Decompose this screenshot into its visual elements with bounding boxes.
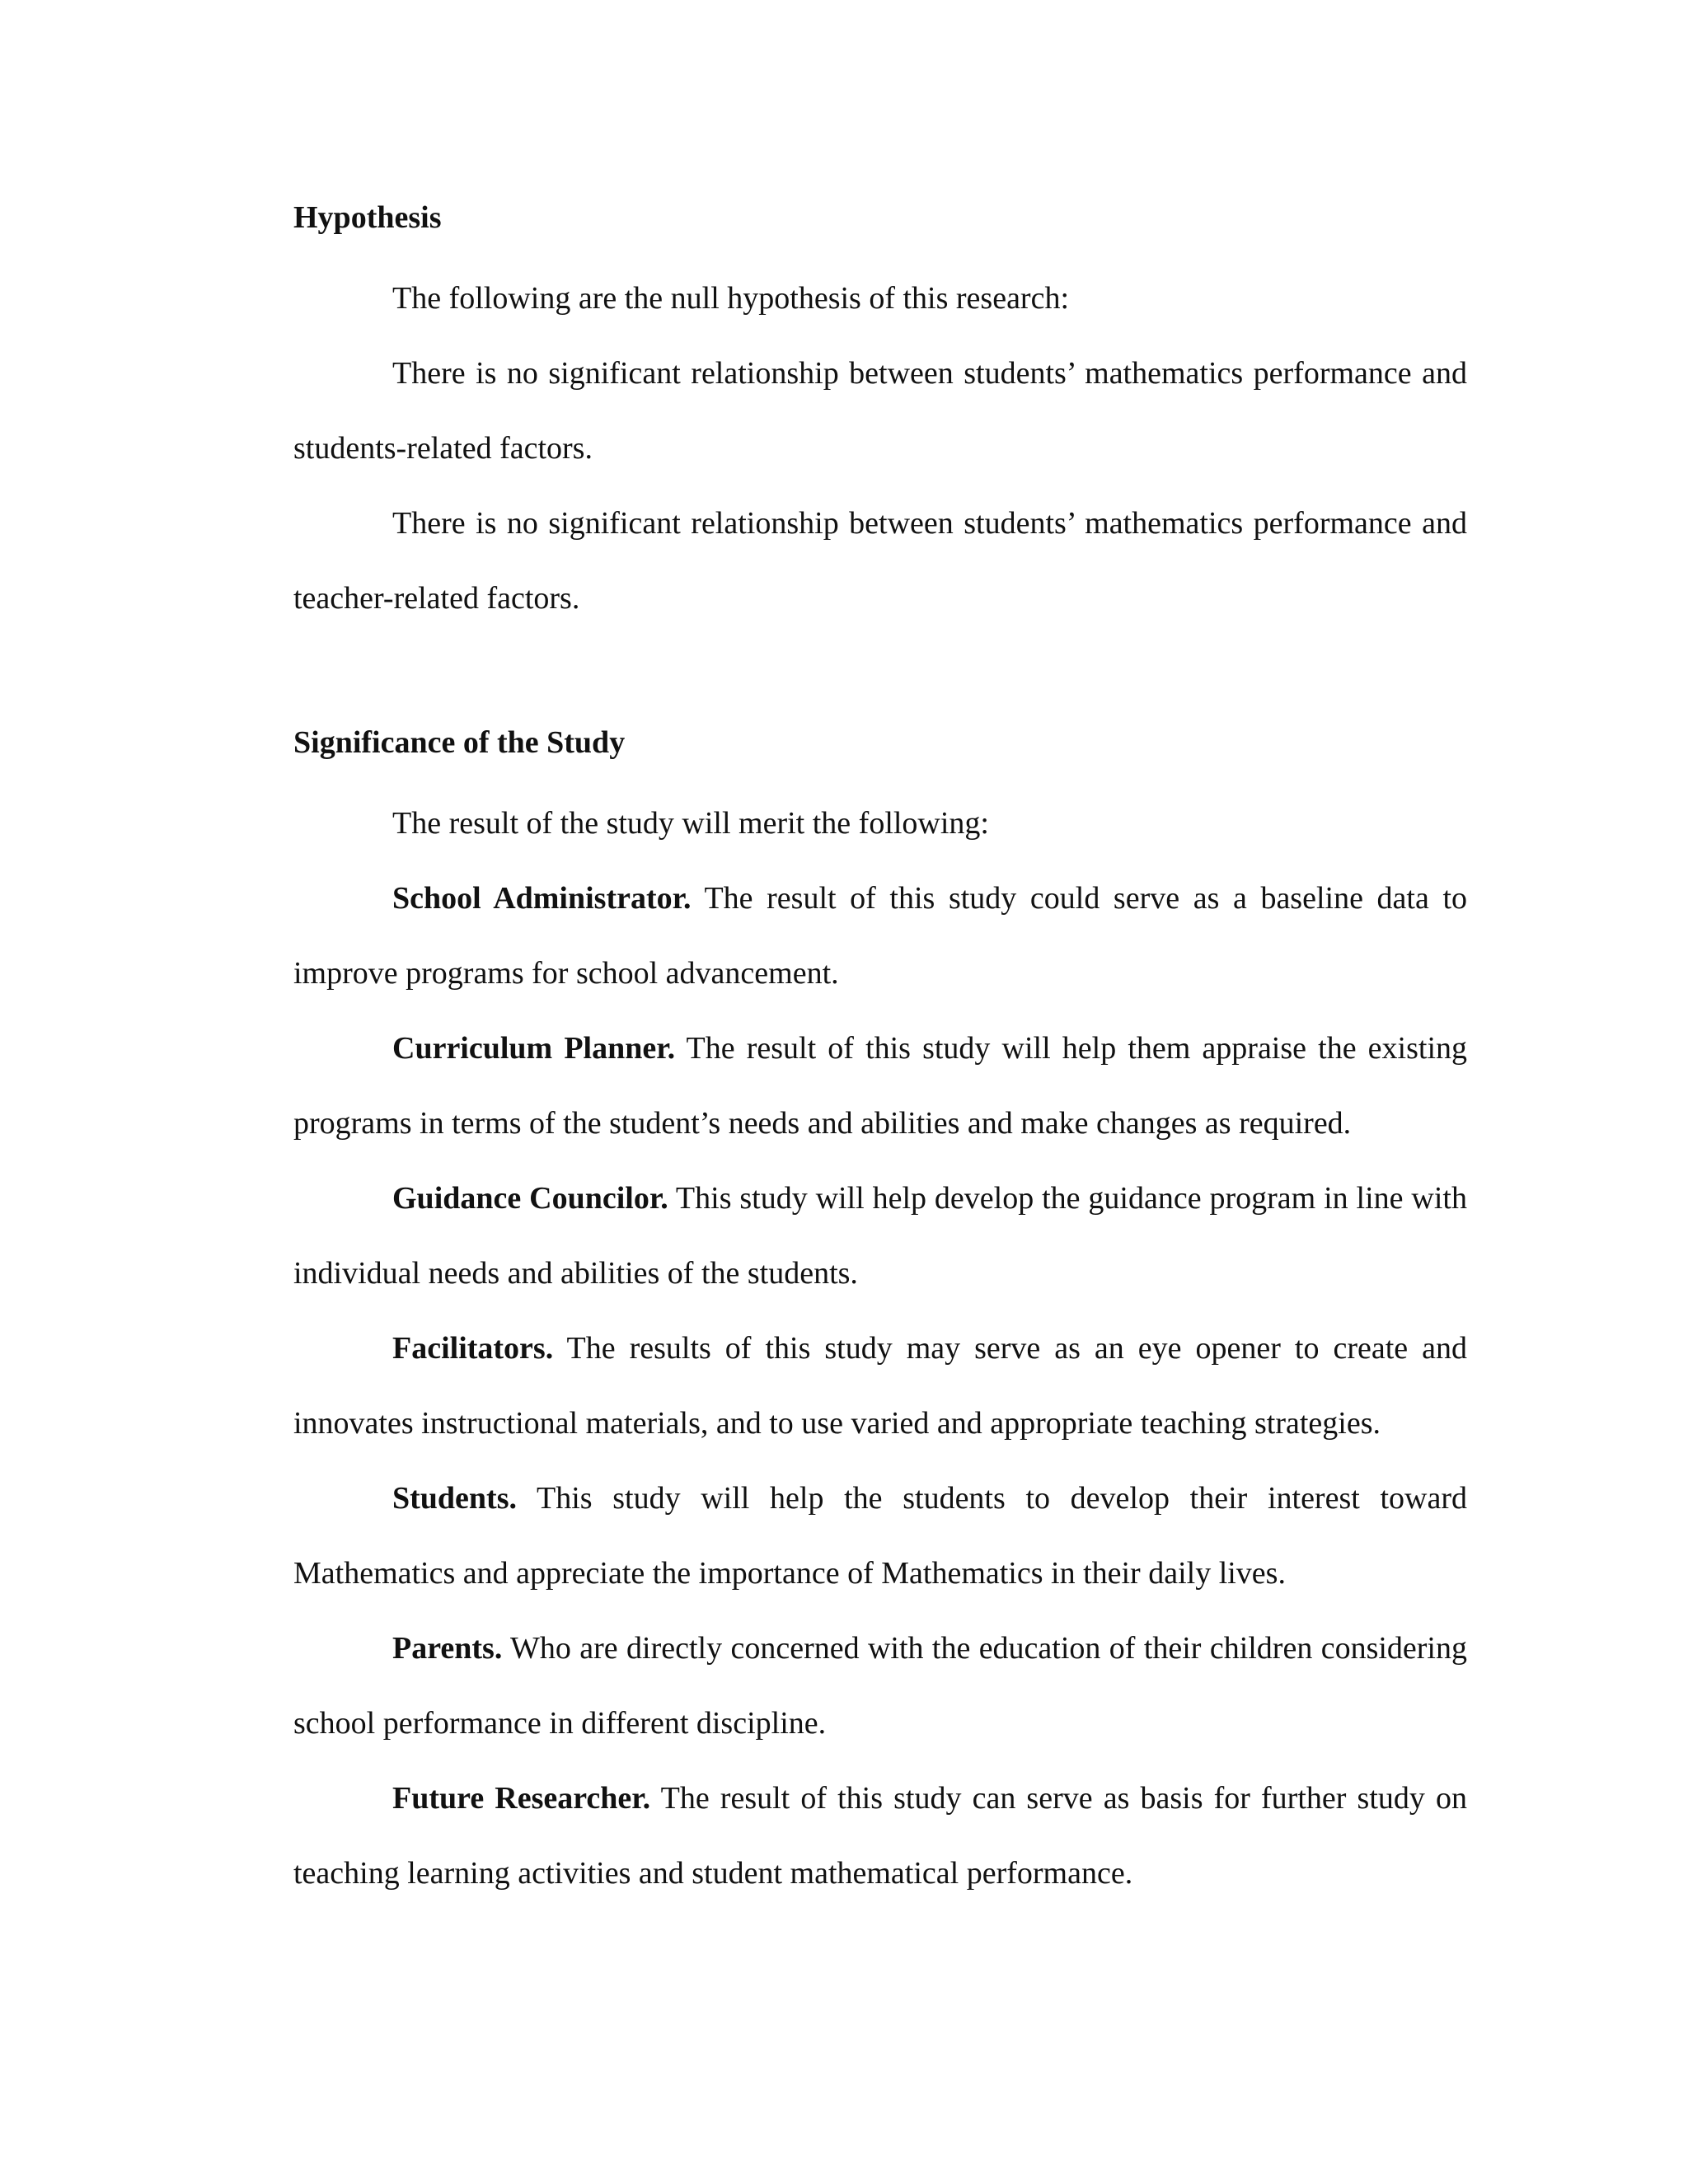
significance-item-guidance-councilor xyxy=(293,1161,1467,1311)
beneficiary-text: This study will help the students to develop their interest toward Mathematics and appreciate the importance of Mathematics in their daily lives. xyxy=(293,1481,1467,1591)
hypothesis-intro: The following are the null hypothesis of this research: xyxy=(392,281,1070,316)
significance-item-future-researcher xyxy=(293,1761,1467,1911)
beneficiary-text: Who are directly concerned with the education of their children considering school performance in different discipline. xyxy=(293,1631,1467,1741)
beneficiary-text: The results of this study may serve as an eye opener to create and innovates instructional materials, and to use varied and appropriate teaching strategies. xyxy=(293,1331,1467,1441)
document-page xyxy=(293,186,1467,1911)
significance-item-students xyxy=(293,1461,1467,1611)
significance-item-facilitators xyxy=(293,1311,1467,1461)
beneficiary-text: The result of this study can serve as basis for further study on teaching learning activities and student mathematical performance. xyxy=(293,1781,1467,1891)
beneficiary-text: The result of this study will help them appraise the existing programs in terms of the student’s needs and abilities and make changes as required. xyxy=(293,1031,1468,1141)
beneficiary-label: Curriculum Planner. xyxy=(392,1031,676,1066)
hypothesis-item-1: There is no significant relationship between students’ mathematics performance and students-related factors. xyxy=(293,356,1467,466)
significance-item-curriculum-planner xyxy=(293,1011,1467,1161)
beneficiary-label: Guidance Councilor. xyxy=(392,1181,668,1216)
significance-intro: The result of the study will merit the following: xyxy=(392,806,989,841)
beneficiary-label: Future Researcher. xyxy=(392,1781,651,1816)
hypothesis-item-2: There is no significant relationship between students’ mathematics performance and teacher-related factors. xyxy=(293,506,1467,616)
beneficiary-text: This study will help develop the guidance program in line with individual needs and abilities of the students. xyxy=(293,1181,1467,1291)
significance-item-parents xyxy=(293,1611,1467,1761)
significance-item-school-administrator xyxy=(293,861,1467,1011)
beneficiary-label: Parents. xyxy=(392,1631,503,1666)
hypothesis-heading: Hypothesis xyxy=(293,200,442,235)
beneficiary-label: Facilitators. xyxy=(392,1331,554,1366)
beneficiary-text: The result of this study could serve as a baseline data to improve programs for school advancement. xyxy=(293,881,1468,991)
beneficiary-label: School Administrator. xyxy=(392,881,692,916)
significance-heading: Significance of the Study xyxy=(293,725,626,760)
beneficiary-label: Students. xyxy=(392,1481,517,1516)
